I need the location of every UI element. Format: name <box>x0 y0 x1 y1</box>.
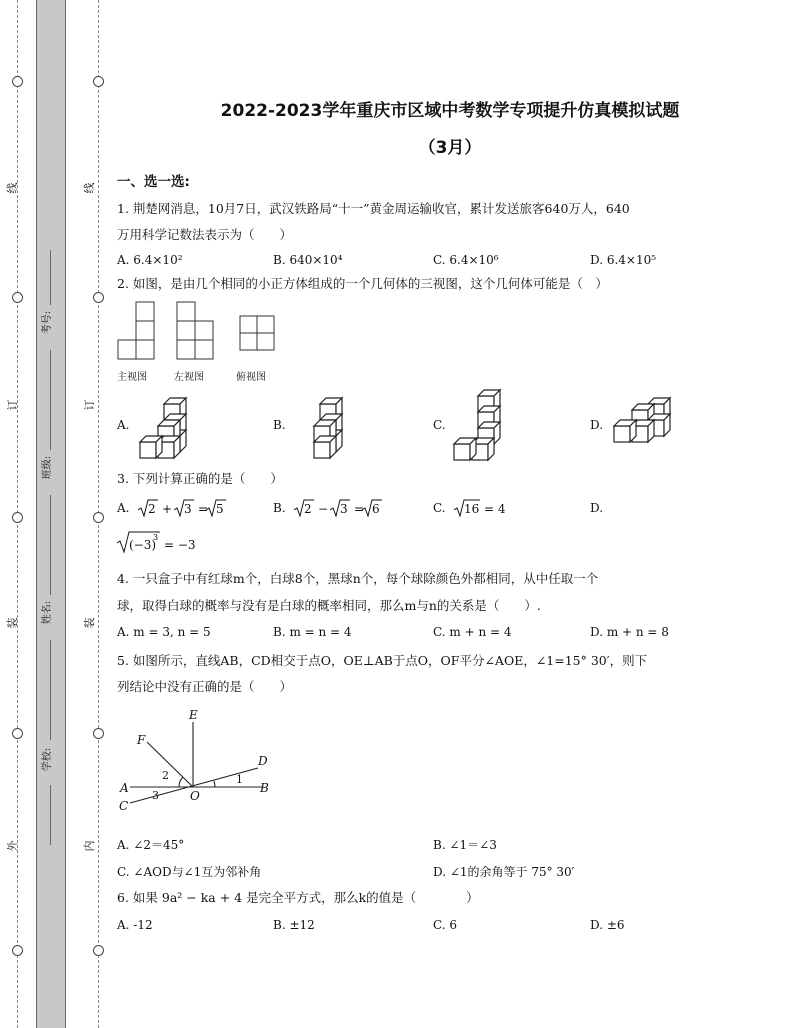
outer-char-ding: 订 <box>6 399 19 411</box>
label-angle2: 2 <box>162 769 169 782</box>
q6-option-d[interactable]: D. ±6 <box>590 918 625 932</box>
q6-option-a[interactable]: A. -12 <box>117 918 153 932</box>
q5-text-cont: 列结论中没有正确的是（ ） <box>117 679 293 694</box>
q2-option-d[interactable]: D. <box>590 418 604 432</box>
svg-text:−: − <box>318 502 329 516</box>
q6-text: 6. 如果 9a² − ka + 4 是完全平方式，那么k的值是（ ） <box>117 890 479 905</box>
q3-option-b[interactable]: B. <box>273 501 286 515</box>
side-view-label: 左视图 <box>174 372 204 383</box>
q3b-rad1: 2 <box>304 502 312 516</box>
label-a: A <box>120 781 129 795</box>
exam-subtitle: （3月） <box>418 138 482 158</box>
q1-option-c[interactable]: C. 6.4×10⁶ <box>433 253 499 267</box>
label-f: F <box>137 733 146 747</box>
q2-text: 2. 如图，是由几个相同的小正方体组成的一个几何体的三视图，这个几何体可能是（ ） <box>117 276 608 291</box>
q5-option-c[interactable]: C. ∠AOD与∠1互为邻补角 <box>117 865 262 879</box>
inner-char-zhuang: 装 <box>83 617 96 629</box>
q3d-result: = −3 <box>164 538 196 552</box>
q6-option-c[interactable]: C. 6 <box>433 918 458 932</box>
field-class: 班级: <box>42 455 54 480</box>
label-angle1: 1 <box>236 773 243 786</box>
label-e: E <box>189 708 198 722</box>
label-d: D <box>258 754 268 768</box>
q5-option-d[interactable]: D. ∠1的余角等于 75° 30′ <box>433 865 575 879</box>
q5-option-b[interactable]: B. ∠1＝∠3 <box>433 838 497 852</box>
q4-option-a[interactable]: A. m = 3, n = 5 <box>117 625 211 639</box>
q1-text-cont: 万用科学记数法表示为（ ） <box>117 227 293 242</box>
q1-option-a[interactable]: A. 6.4×10² <box>117 253 183 267</box>
q6-option-b[interactable]: B. ±12 <box>273 918 315 932</box>
svg-text:=: = <box>354 502 365 516</box>
outer-char-wai: 外 <box>6 840 19 852</box>
q3c-rad: 16 <box>464 502 480 516</box>
field-school: 学校: <box>42 747 54 772</box>
svg-text:+: + <box>162 502 173 516</box>
field-name: 姓名: <box>42 600 54 625</box>
q1-text: 1. 荆楚网消息，10月7日，武汉铁路局“十一”黄金周运输收官，累计发送旅客640万人，640 <box>117 201 630 216</box>
q4-text: 4. 一只盒子中有红球m个，白球8个，黑球n个，每个球除颜色外都相同，从中任取一个 <box>117 571 599 586</box>
q3-option-c[interactable]: C. <box>433 501 446 515</box>
label-b: B <box>260 781 269 795</box>
q3a-rad3: 5 <box>216 502 224 516</box>
inner-char-nei: 内 <box>83 840 96 852</box>
label-angle3: 3 <box>152 789 159 802</box>
section-heading: 一、选一选: <box>117 174 190 190</box>
exam-title: 2022-2023学年重庆市区域中考数学专项提升仿真模拟试题 <box>220 101 680 121</box>
q3b-rad2: 3 <box>340 502 348 516</box>
q4-text-cont: 球，取得白球的概率与没有是白球的概率相同，那么m与n的关系是（ ）. <box>117 598 541 613</box>
q3a-rad2: 3 <box>184 502 192 516</box>
top-view-label: 俯视图 <box>236 372 266 383</box>
q3a-rad1: 2 <box>148 502 156 516</box>
q3d-exp: 3 <box>153 533 159 542</box>
front-view-label: 主视图 <box>117 372 147 383</box>
outer-char-xian: 线 <box>6 182 19 194</box>
outer-char-zhuang: 装 <box>6 617 19 629</box>
q3d-base: (−3) <box>129 538 157 552</box>
q3b-rad3: 6 <box>372 502 380 516</box>
q5-text: 5. 如图所示，直线AB，CD相交于点O，OE⊥AB于点O，OF平分∠AOE，∠1=15° 30′，则下 <box>117 653 648 668</box>
q3-text: 3. 下列计算正确的是（ ） <box>117 471 283 486</box>
q3c-result: = 4 <box>484 502 506 516</box>
label-c: C <box>119 799 129 813</box>
q4-option-b[interactable]: B. m = n = 4 <box>273 625 352 639</box>
q3-option-a[interactable]: A. <box>117 501 130 515</box>
svg-text:=: = <box>198 502 209 516</box>
q2-option-a[interactable]: A. <box>117 418 130 432</box>
q4-option-d[interactable]: D. m + n = 8 <box>590 625 669 639</box>
q2-option-c[interactable]: C. <box>433 418 446 432</box>
q1-option-b[interactable]: B. 640×10⁴ <box>273 253 343 267</box>
field-exam-number: 考号: <box>42 310 54 335</box>
label-o: O <box>190 789 200 803</box>
inner-char-xian: 线 <box>83 182 96 194</box>
q1-option-d[interactable]: D. 6.4×10⁵ <box>590 253 657 267</box>
q3-option-d[interactable]: D. <box>590 501 604 515</box>
q5-option-a[interactable]: A. ∠2＝45° <box>117 838 185 852</box>
inner-char-ding: 订 <box>83 399 96 411</box>
q2-option-b[interactable]: B. <box>273 418 286 432</box>
q4-option-c[interactable]: C. m + n = 4 <box>433 625 512 639</box>
